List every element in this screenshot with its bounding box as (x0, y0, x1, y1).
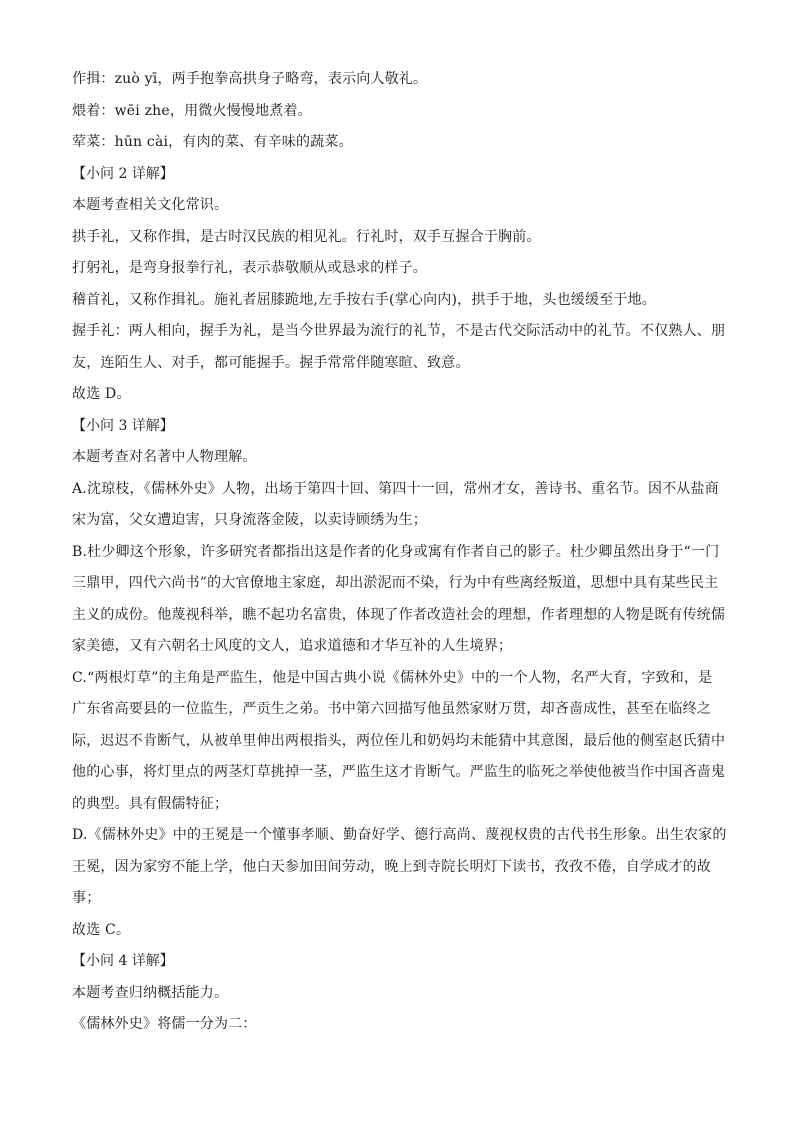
option-c-line-2: 广东省高要县的一位监生，严贡生之弟。书中第六回描写他虽然家财万贯，却吝啬成性，甚至在临终之 (72, 701, 711, 717)
paragraph-jishouli: 稽首礼，又称作揖礼。施礼者屈膝跪地,左手按右手(掌心向内)，拱手于地，头也缓缓至于地。 (72, 291, 656, 308)
option-a-line-1: A.沈琼枝，《儒林外史》人物，出场于第四十回、第四十一回，常州才女，善诗书、重名节。因不从盐商 (72, 480, 719, 497)
paragraph-gongshouli: 拱手礼，又称作揖，是古时汉民族的相见礼。行礼时，双手互握合于胸前。 (72, 228, 541, 245)
paragraph-zuoyi: 作揖：zuò yī，两手抱拳高拱身子略弯，表示向人敬礼。 (72, 71, 428, 87)
option-b-line-3: 主义的成份。他蔑视科举，瞧不起功名富贵，体现了作者改造社会的理想，作者理想的人物是既有传统儒 (72, 606, 726, 623)
option-b-line-4: 家美德，又有六朝名士风度的文人，追求道德和才华互补的人生境界； (72, 638, 513, 654)
document-page (72, 64, 727, 1041)
option-b-line-2: 三鼎甲，四代六尚书”的大官僚地主家庭，却出淤泥而不染，行为中有些离经叛道，思想中具有某些民主 (72, 575, 719, 591)
section-heading-q3: 【小问 3 详解】 (72, 417, 174, 434)
option-d-line-2: 王冕，因为家穷不能上学，他白天参加田间劳动，晚上到寺院长明灯下读书，孜孜不倦，自学成才的故 (72, 858, 711, 875)
section-heading-q2: 【小问 2 详解】 (72, 165, 174, 182)
option-c-line-5: 的典型。具有假儒特征； (72, 795, 229, 812)
paragraph-q4-text: 《儒林外史》将儒一分为二： (72, 1016, 257, 1032)
option-d-line-3: 事； (72, 890, 101, 906)
option-c-line-3: 际，迟迟不肯断气，从被单里伸出两根指头，两位侄儿和奶妈均未能猜中其意图，最后他的侧室赵氏猜中 (72, 732, 726, 749)
option-c-line-4: 他的心事，将灯里点的两茎灯草挑掉一茎，严监生这才肯断气。严监生的临死之举使他被当作中国吝啬鬼 (72, 764, 726, 780)
paragraph-huncai: 荤菜：hūn cài，有肉的菜、有辛味的蔬菜。 (72, 134, 353, 150)
answer-q2: 故选 D。 (72, 386, 131, 402)
option-d-line-1: D.《儒林外史》中的王冕是一个懂事孝顺、勤奋好学、德行高尚、蔑视权贵的古代书生形象。出生农家的 (72, 827, 727, 843)
option-a-line-2: 宋为富，父女遭迫害，只身流落金陵，以卖诗顾绣为生； (72, 512, 427, 528)
paragraph-q2-intro: 本题考查相关文化常识。 (72, 197, 229, 213)
paragraph-woshouli-1: 握手礼：两人相向，握手为礼，是当今世界最为流行的礼节，不是古代交际活动中的礼节。不仅熟人、朋 (72, 323, 726, 339)
section-heading-q4: 【小问 4 详解】 (72, 953, 174, 969)
paragraph-weizhe: 煨着：wēi zhe，用微火慢慢地煮着。 (72, 102, 312, 119)
paragraph-dagongli: 打躬礼，是弯身报拳行礼，表示恭敬顺从或恳求的样子。 (72, 260, 427, 276)
paragraph-q3-intro: 本题考查对名著中人物理解。 (72, 449, 257, 465)
option-b-line-1: B.杜少卿这个形象，许多研究者都指出这是作者的化身或寓有作者自己的影子。杜少卿虽然出身于“一门 (72, 543, 720, 560)
option-c-line-1: C.“两根灯草”的主角是严监生，他是中国古典小说《儒林外史》中的一个人物，名严大育，字致和，是 (72, 669, 713, 686)
answer-q3: 故选 C。 (72, 921, 131, 938)
paragraph-q4-intro: 本题考查归纳概括能力。 (72, 984, 229, 1001)
paragraph-woshouli-2: 友，连陌生人、对手，都可能握手。握手常常伴随寒暄、致意。 (72, 354, 470, 371)
